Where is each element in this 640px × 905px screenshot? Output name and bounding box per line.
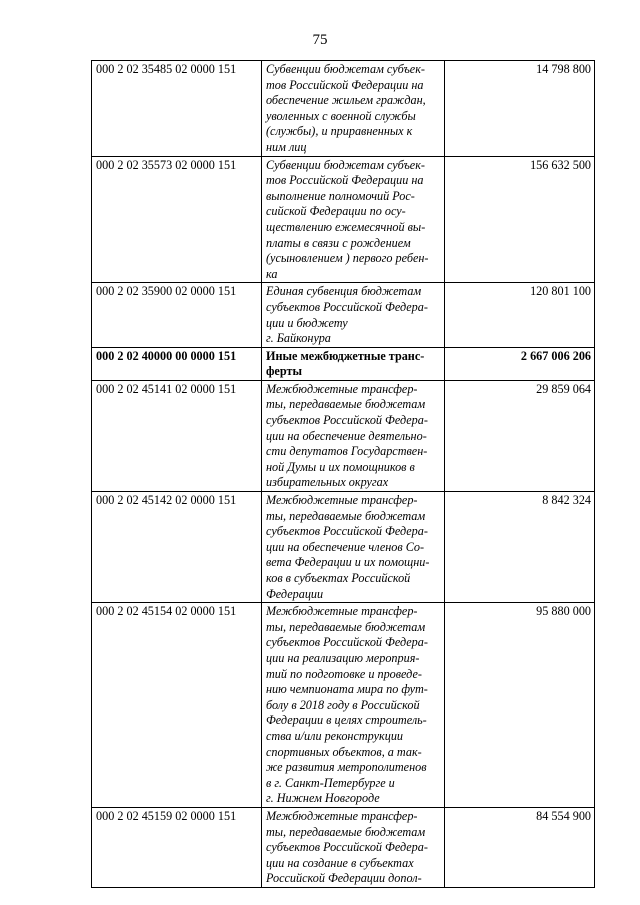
description-cell	[262, 807, 445, 887]
description-line: субъектов Российской Федера-	[266, 635, 428, 650]
description-line: ции и бюджету	[266, 315, 348, 330]
table-row	[92, 283, 595, 347]
description-line: обеспечение жильем граждан,	[266, 93, 426, 108]
description-line: Иные межбюджетные транс-	[266, 348, 425, 363]
description-line: ним лиц	[266, 139, 307, 154]
budget-code-cell: 000 2 02 45141 02 0000 151	[92, 380, 262, 491]
description-line: ты, передаваемые бюджетам	[266, 619, 426, 634]
description-line: Межбюджетные трансфер-	[266, 604, 418, 619]
amount-cell: 84 554 900	[445, 807, 595, 887]
description-line: Субвенции бюджетам субъек-	[266, 62, 425, 76]
budget-code-cell: 000 2 02 40000 00 0000 151	[92, 347, 262, 380]
description-line: болу в 2018 году в Российской	[266, 697, 420, 712]
description-line: выполнение полномочий Рос-	[266, 188, 415, 203]
description-line: г. Байконура	[266, 331, 331, 346]
description-line: ты, передаваемые бюджетам	[266, 397, 426, 412]
description-line: Единая субвенция бюджетам	[266, 284, 422, 299]
description-line: субъектов Российской Федера-	[266, 524, 428, 539]
description-line: ции на создание в субъектах	[266, 855, 414, 870]
budget-code-cell: 000 2 02 35573 02 0000 151	[92, 156, 262, 283]
description-line: сийской Федерации по осу-	[266, 204, 406, 219]
budget-code-cell: 000 2 02 45154 02 0000 151	[92, 603, 262, 808]
description-line: платы в связи с рождением	[266, 235, 411, 250]
budget-code-cell: 000 2 02 35485 02 0000 151	[92, 61, 262, 157]
description-line: уволенных с военной службы	[266, 108, 416, 123]
description-line: Межбюджетные трансфер-	[266, 808, 418, 823]
description-line: субъектов Российской Федера-	[266, 413, 428, 428]
description-line: ты, передаваемые бюджетам	[266, 508, 426, 523]
table-row	[92, 347, 595, 380]
budget-code-cell: 000 2 02 45159 02 0000 151	[92, 807, 262, 887]
budget-table-body	[92, 61, 595, 888]
table-row	[92, 156, 595, 283]
description-cell	[262, 347, 445, 380]
description-line: Субвенции бюджетам субъек-	[266, 157, 425, 172]
budget-code-cell: 000 2 02 35900 02 0000 151	[92, 283, 262, 347]
description-line: ной Думы и их помощников в	[266, 459, 415, 474]
description-line: Межбюджетные трансфер-	[266, 493, 418, 508]
description-line: субъектов Российской Федера-	[266, 299, 428, 314]
description-line: Федерации	[266, 586, 324, 601]
description-line: в г. Санкт-Петербурге и	[266, 775, 395, 790]
budget-code-cell: 000 2 02 45142 02 0000 151	[92, 492, 262, 603]
description-line: избирательных округах	[266, 475, 389, 490]
description-line: ков в субъектах Российской	[266, 571, 411, 585]
description-line: ции на обеспечение деятельно-	[266, 428, 427, 443]
description-line: Федерации в целях строитель-	[266, 713, 427, 728]
description-line: вета Федерации и их помощни-	[266, 555, 430, 570]
description-line: ферты	[266, 364, 302, 379]
description-line: спортивных объектов, а так-	[266, 744, 422, 759]
amount-cell: 8 842 324	[445, 492, 595, 603]
budget-table	[91, 60, 595, 888]
description-line: (службы), и приравненных к	[266, 124, 413, 139]
description-line: сти депутатов Государствен-	[266, 444, 428, 459]
description-line: (усыновлением ) первого ребен-	[266, 251, 429, 266]
amount-cell: 14 798 800	[445, 61, 595, 157]
amount-cell: 2 667 006 206	[445, 347, 595, 380]
description-cell	[262, 283, 445, 347]
description-line: ции на обеспечение членов Со-	[266, 539, 425, 554]
description-cell	[262, 156, 445, 283]
description-line: нию чемпионата мира по фут-	[266, 682, 428, 697]
description-line: тий по подготовке и проведе-	[266, 666, 422, 681]
description-line: ществлению ежемесячной вы-	[266, 219, 426, 234]
table-row	[92, 807, 595, 887]
description-line: ции на реализацию мероприя-	[266, 650, 420, 665]
amount-cell: 156 632 500	[445, 156, 595, 283]
description-line: же развития метрополитенов	[266, 760, 427, 775]
description-cell	[262, 380, 445, 491]
description-cell	[262, 492, 445, 603]
amount-cell: 95 880 000	[445, 603, 595, 808]
table-row	[92, 492, 595, 603]
table-row	[92, 603, 595, 808]
description-line: ства и/или реконструкции	[266, 728, 404, 743]
description-line: субъектов Российской Федера-	[266, 840, 428, 855]
description-line: г. Нижнем Новгороде	[266, 791, 380, 806]
description-line: Межбюджетные трансфер-	[266, 381, 418, 396]
description-line: Российской Федерации допол-	[266, 871, 422, 886]
amount-cell: 29 859 064	[445, 380, 595, 491]
description-line: тов Российской Федерации на	[266, 173, 424, 188]
table-row	[92, 61, 595, 157]
page-number: 75	[312, 32, 328, 48]
table-row	[92, 380, 595, 491]
description-line: ты, передаваемые бюджетам	[266, 824, 426, 839]
description-cell	[262, 61, 445, 157]
description-line: тов Российской Федерации на	[266, 77, 424, 92]
description-line: ка	[266, 266, 278, 281]
description-cell	[262, 603, 445, 808]
amount-cell: 120 801 100	[445, 283, 595, 347]
